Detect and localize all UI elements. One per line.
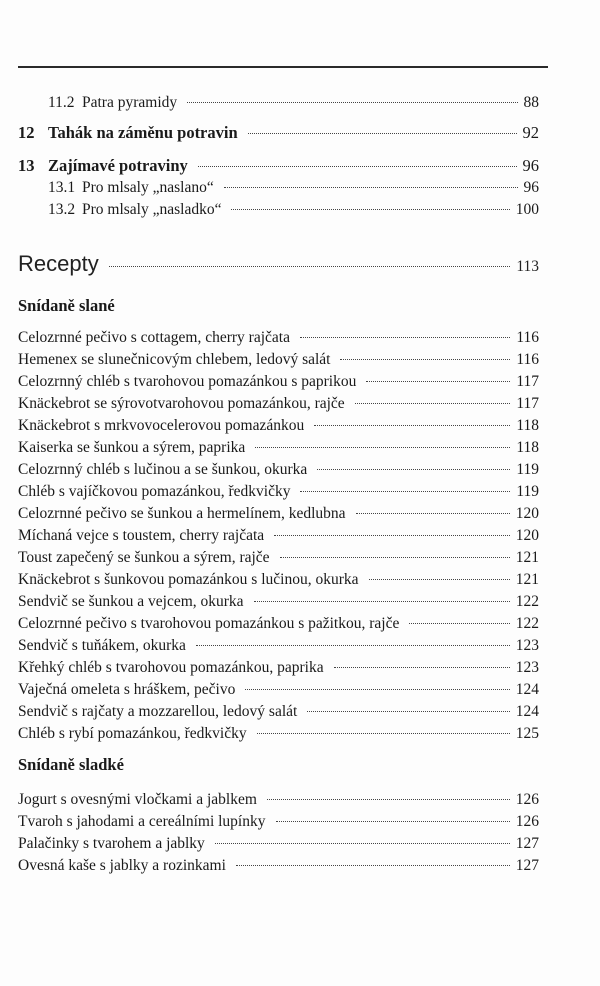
recipe-entry[interactable] [18,504,539,524]
dot-leader [267,799,510,800]
entry-title: Míchaná vejce s toustem, cherry rajčata [18,527,265,544]
toc-entry-11-2[interactable] [48,93,539,113]
recipe-entry[interactable] [18,350,539,370]
dot-leader [369,579,510,580]
dot-leader [334,667,510,668]
entry-page: 120 [515,527,539,544]
toc-entry-12[interactable] [18,123,539,143]
entry-page: 127 [515,835,539,852]
entry-page: 118 [516,439,539,456]
entry-page: 121 [515,571,539,588]
dot-leader [355,403,511,404]
section-heading: Snídaně sladké [18,755,124,774]
entry-title: Pro mlsaly „nasladko“ [82,201,222,218]
dot-leader [307,711,509,712]
entry-title: Sendvič s tuňákem, okurka [18,637,186,654]
dot-leader [300,337,510,338]
entry-title: Knäckebrot s šunkovou pomazánkou s lučinou, okurka [18,571,359,588]
entry-title: Celozrnné pečivo s cottagem, cherry rajčata [18,329,290,346]
toc-entry-13[interactable] [18,156,539,176]
entry-title: Chléb s vajíčkovou pomazánkou, ředkvičky [18,483,291,500]
entry-page: 116 [516,329,539,346]
dot-leader [224,187,518,188]
entry-title: Jogurt s ovesnými vločkami a jablkem [18,791,257,808]
entry-page: 118 [516,417,539,434]
entry-title: Tahák na záměnu potravin [48,123,238,142]
entry-page: 96 [522,156,539,175]
recipe-entry[interactable] [18,526,539,546]
recipe-entry[interactable] [18,856,539,876]
entry-title: Zajímavé potraviny [48,156,188,175]
toc-entry-recepty[interactable] [18,250,539,278]
recipe-entry[interactable] [18,636,539,656]
dot-leader [255,447,510,448]
dot-leader [356,513,510,514]
recipe-entry[interactable] [18,372,539,392]
dot-leader [314,425,510,426]
dot-leader [276,821,510,822]
dot-leader [231,209,509,210]
dot-leader [254,601,510,602]
entry-page: 124 [515,703,539,720]
recipe-entry[interactable] [18,658,539,678]
entry-title: Knäckebrot se sýrovotvarohovou pomazánkou, rajče [18,395,345,412]
dot-leader [280,557,510,558]
recipe-entry[interactable] [18,416,539,436]
entry-title: Chléb s rybí pomazánkou, ředkvičky [18,725,247,742]
entry-page: 117 [516,373,539,390]
entry-page: 100 [515,201,539,218]
recipe-entry[interactable] [18,482,539,502]
entry-title: Toust zapečený se šunkou a sýrem, rajče [18,549,270,566]
entry-page: 121 [515,549,539,566]
dot-leader [317,469,510,470]
dot-leader [274,535,510,536]
entry-page: 119 [516,483,539,500]
dot-leader [257,733,510,734]
recipe-entry[interactable] [18,438,539,458]
dot-leader [109,266,511,267]
header-rule [18,66,548,68]
dot-leader [248,133,517,134]
entry-page: 124 [515,681,539,698]
toc-entry-13-1[interactable] [48,178,539,198]
recipe-entry[interactable] [18,834,539,854]
entry-title: Palačinky s tvarohem a jablky [18,835,205,852]
recipe-entry[interactable] [18,328,539,348]
entry-title: Sendvič s rajčaty a mozzarellou, ledový salát [18,703,298,720]
entry-page: 126 [515,813,539,830]
entry-page: 116 [516,351,539,368]
entry-number: 13.2 [48,201,76,218]
entry-number: 12 [18,123,35,142]
entry-title: Kaiserka se šunkou a sýrem, paprika [18,439,246,456]
dot-leader [409,623,509,624]
entry-page: 119 [516,461,539,478]
entry-page: 120 [515,505,539,522]
entry-title: Celozrnné pečivo se šunkou a hermelínem, kedlubna [18,505,346,522]
entry-title: Recepty [18,251,99,276]
dot-leader [245,689,509,690]
dot-leader [198,166,517,167]
recipe-entry[interactable] [18,548,539,568]
entry-page: 113 [516,258,539,275]
entry-page: 123 [515,659,539,676]
recipe-entry[interactable] [18,680,539,700]
recipe-entry[interactable] [18,812,539,832]
entry-page: 88 [523,94,539,111]
entry-title: Vaječná omeleta s hráškem, pečivo [18,681,236,698]
entry-page: 123 [515,637,539,654]
recipe-entry[interactable] [18,790,539,810]
entry-page: 125 [515,725,539,742]
dot-leader [366,381,510,382]
entry-page: 126 [515,791,539,808]
entry-title: Tvaroh s jahodami a cereálními lupínky [18,813,266,830]
dot-leader [215,843,510,844]
recipe-entry[interactable] [18,570,539,590]
entry-title: Sendvič se šunkou a vejcem, okurka [18,593,244,610]
entry-page: 122 [515,593,539,610]
entry-title: Celozrnný chléb s tvarohovou pomazánkou s paprikou [18,373,357,390]
dot-leader [300,491,510,492]
toc-entry-13-2[interactable] [48,200,539,220]
entry-title: Ovesná kaše s jablky a rozinkami [18,857,226,874]
entry-title: Křehký chléb s tvarohovou pomazánkou, paprika [18,659,324,676]
recipe-entry[interactable] [18,394,539,414]
entry-number: 13.1 [48,179,76,196]
recipe-entry[interactable] [18,460,539,480]
recipe-entry[interactable] [18,592,539,612]
recipe-entry[interactable] [18,724,539,744]
entry-page: 127 [515,857,539,874]
entry-page: 122 [515,615,539,632]
recipe-entry[interactable] [18,702,539,722]
entry-number: 13 [18,156,35,175]
entry-page: 117 [516,395,539,412]
dot-leader [187,102,517,103]
section-heading: Snídaně slané [18,296,115,315]
entry-page: 92 [522,123,539,142]
entry-title: Patra pyramidy [82,94,178,111]
entry-title: Celozrnný chléb s lučinou a se šunkou, okurka [18,461,308,478]
dot-leader [340,359,510,360]
recipe-entry[interactable] [18,614,539,634]
entry-title: Pro mlsaly „naslano“ [82,179,214,196]
entry-title: Hemenex se slunečnicovým chlebem, ledový salát [18,351,331,368]
entry-title: Knäckebrot s mrkvovocelerovou pomazánkou [18,417,305,434]
dot-leader [236,865,510,866]
entry-number: 11.2 [48,94,75,111]
entry-title: Celozrnné pečivo s tvarohovou pomazánkou s pažitkou, rajče [18,615,400,632]
entry-page: 96 [523,179,539,196]
dot-leader [196,645,510,646]
